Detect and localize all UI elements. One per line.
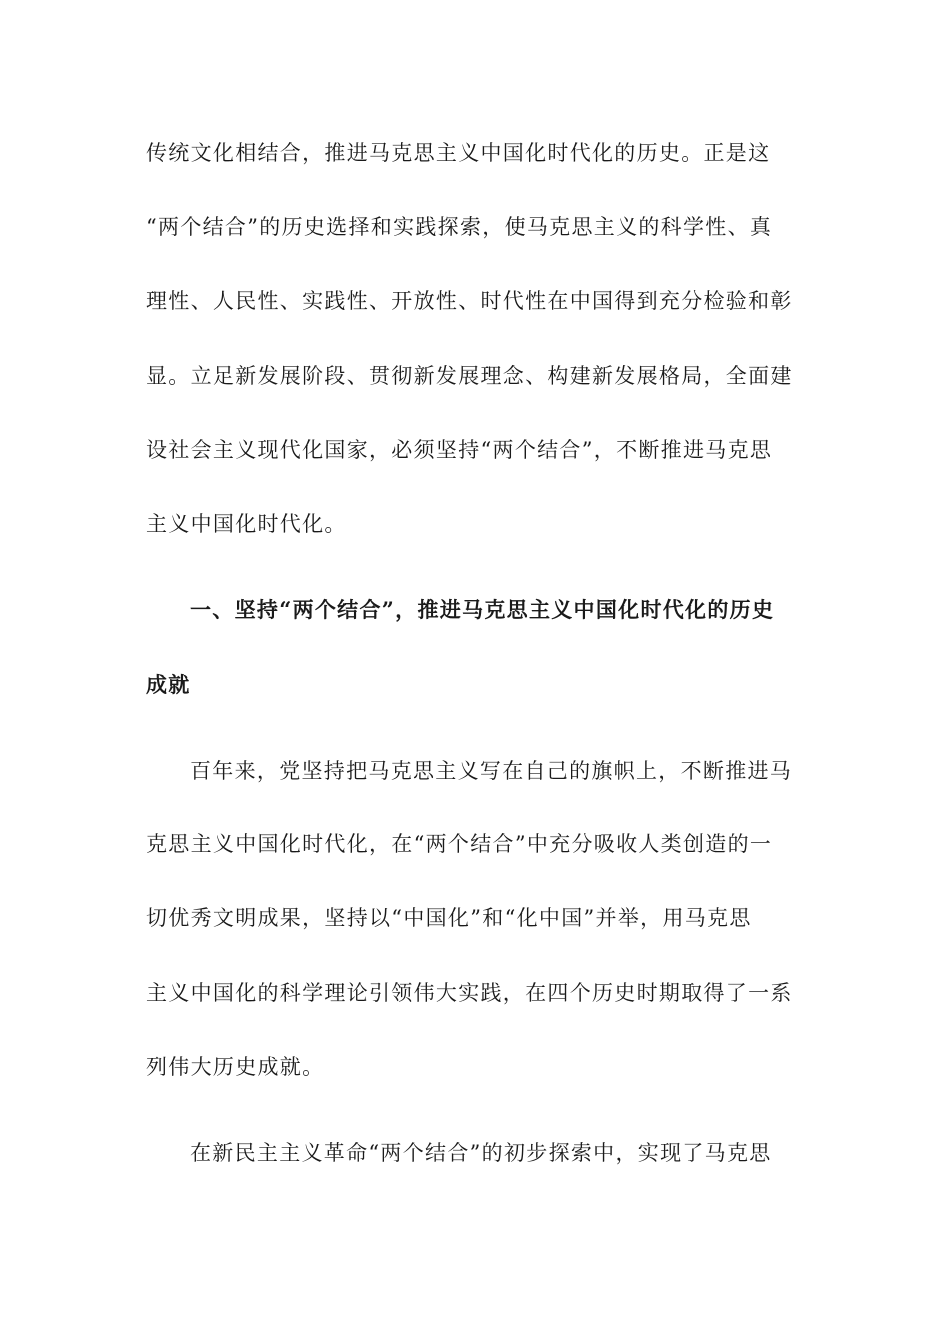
text-line: 百年来，党坚持把马克思主义写在自己的旗帜上，不断推进马 xyxy=(190,759,793,783)
text-line: 显。立足新发展阶段、贯彻新发展理念、构建新发展格局，全面建 xyxy=(146,364,793,388)
text-line: 主义中国化时代化。 xyxy=(146,512,347,536)
text-line: 设社会主义现代化国家，必须坚持“两个结合”，不断推进马克思 xyxy=(146,438,773,462)
text-line: 切优秀文明成果，坚持以“中国化”和“化中国”并举，用马克思 xyxy=(146,906,752,930)
text-line: 传统文化相结合，推进马克思主义中国化时代化的历史。正是这 xyxy=(146,141,771,165)
text-line: 理性、人民性、实践性、开放性、时代性在中国得到充分检验和彰 xyxy=(146,289,793,313)
heading-line: 成就 xyxy=(146,672,191,697)
heading-line: 一、坚持“两个结合”，推进马克思主义中国化时代化的历史 xyxy=(190,597,775,622)
text-line: 在新民主主义革命“两个结合”的初步探索中，实现了马克思 xyxy=(190,1141,772,1165)
text-line: 主义中国化的科学理论引领伟大实践，在四个历史时期取得了一系 xyxy=(146,981,793,1005)
text-line: “两个结合”的历史选择和实践探索，使马克思主义的科学性、真 xyxy=(146,215,773,239)
text-line: 列伟大历史成就。 xyxy=(146,1055,325,1079)
text-line: 克思主义中国化时代化，在“两个结合”中充分吸收人类创造的一 xyxy=(146,832,773,856)
